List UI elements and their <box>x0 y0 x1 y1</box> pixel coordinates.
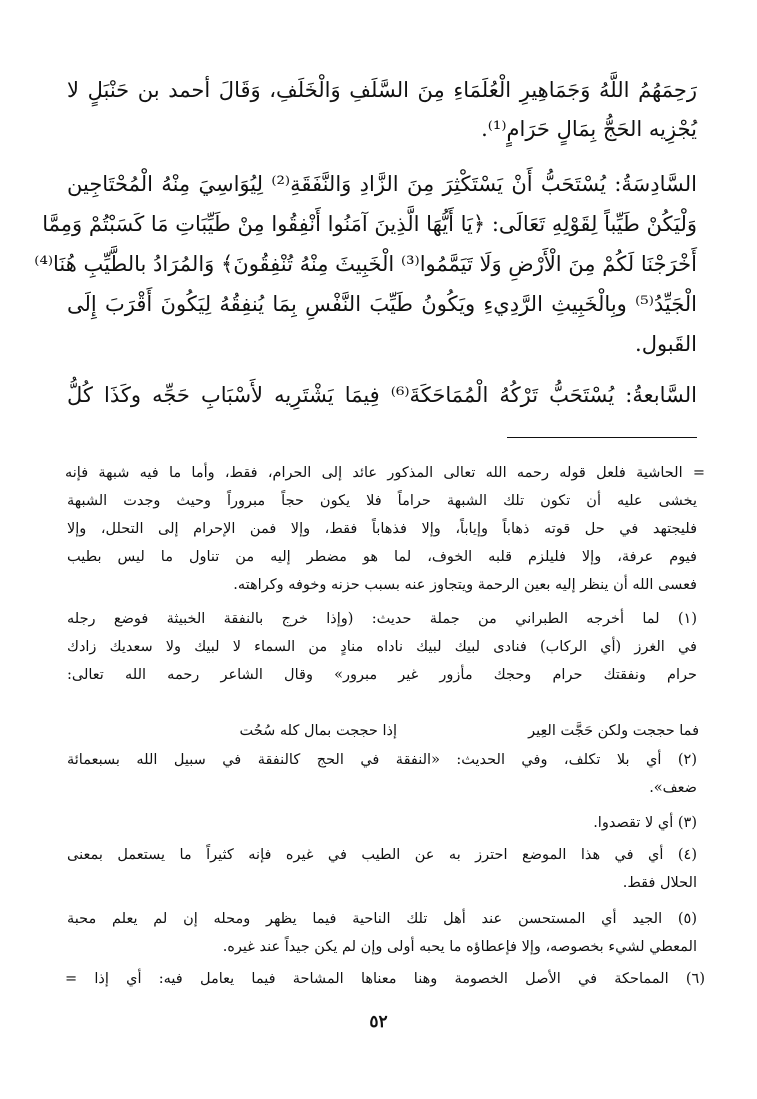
footnote-line: فعسى الله أن ينظر إليه بعين الرحمة ويتجاوز عنه بسبب حزنه وخوفه وكراهته. <box>233 577 697 593</box>
main-text-line: يُجْزِيه الحَجُّ بِمَالٍ حَرَامٍ⁽¹⁾. <box>481 117 697 141</box>
poem-verse <box>494 718 699 744</box>
main-text-line: أَخْرَجْنَا لَكُمْ مِنَ الْأَرْضِ وَلَا تَيَمَّمُوا⁽³⁾ الْخَبِيثَ مِنْهُ تُنْفِقُونَ﴾ وَالمُرَادُ بالطَّيِّبِ هُنَا⁽⁴⁾ <box>34 252 697 276</box>
footnote-line: (٣) أي لا تقصدوا. <box>593 815 697 831</box>
poem-hemistich: فما حججت ولكن حَجَّت العِير <box>528 723 699 739</box>
page-number: ٥٢ <box>369 1012 388 1032</box>
main-text-line: السَّابعةُ: يُسْتَحَبُّ تَرْكُهُ الْمُمَاحَكَةَ⁽⁶⁾ فِيمَا يَشْتَرِيه لأَسْبَابِ حَجِّه وكَذَا كُلُّ <box>67 383 697 407</box>
footnote-line: فليجتهد في حل قوته ذهاباً وإياباً، وإلا فذهاباً فقط، وإلا فمن الإحرام إلى التحلل، وإلا <box>67 521 697 537</box>
footnote-line: (٢) أي بلا تكلف، وفي الحديث: «النفقة في الحج كالنفقة في سبيل الله بسبعمائة <box>67 752 697 768</box>
poem-verse <box>206 718 397 744</box>
footnote-line: ضعف». <box>649 780 697 796</box>
footnote-line: = الحاشية فلعل قوله رحمه الله تعالى المذكور عائد إلى الحرام، فقط، وأما ما فيه شبهة فإنه <box>65 465 705 481</box>
poem-hemistich: إذا حججت بمال كله سُحُت <box>239 723 397 739</box>
footnote-line: يخشى عليه أن تكون تلك الشبهة حراماً فلا يكون حجاً مبروراً وحيث وجدت الشبهة <box>67 493 697 509</box>
footnote-line: فيوم عرفة، وإلا فليلزم قلبه الخوف، لما هو مضطر إليه من تناول ما ليس بطيب <box>67 549 697 565</box>
footnote-line: المعطي لشيء بخصوصه، وإلا فإعطاؤه ما يحبه أولى وإن لم يكن جيداً عند غيره. <box>222 939 697 955</box>
footnote-line: حرام ونفقتك حرام وحجك مأزور غير مبرور» وقال الشاعر رحمه الله تعالى: <box>67 667 697 683</box>
footnote-line: (٤) أي في هذا الموضع احترز به عن الطيب في غيره فإنه كثيراً ما يستعمل بمعنى <box>67 847 697 863</box>
main-text-line: السَّادِسَةُ: يُسْتَحَبُّ أَنْ يَسْتَكْثِرَ مِنَ الزَّادِ وَالنَّفَقَةِ⁽²⁾ لِيُوَاسِيَ مِنْهُ الْمُحْتَاجِين <box>67 172 697 196</box>
main-text-line: رَحِمَهُمُ اللَّهُ وَجَمَاهِيرِ الْعُلَمَاءِ مِنَ السَّلَفِ وَالْخَلَفِ، وَقَالَ أحمد بن حَنْبَلٍ لا <box>67 78 697 102</box>
footnote-line: (١) لما أخرجه الطبراني من جملة حديث: (وإذا خرج بالنفقة الخبيثة فوضع رجله <box>67 611 697 627</box>
footnote-line: (٥) الجيد أي المستحسن عند أهل تلك الناحية فيما يظهر ومحله إن لم يعلم محبة <box>67 911 697 927</box>
main-text-line: القَبول. <box>635 332 697 356</box>
footnote-line: الحلال فقط. <box>622 875 697 891</box>
footnote-separator <box>507 437 697 438</box>
footnote-line: في الغرز (أي الركاب) فنادى لبيك لبيك ناداه منادٍ من السماء لا لبيك ولا سعديك زادك <box>67 639 697 655</box>
footnote-line: (٦) المماحكة في الأصل الخصومة وهنا معناها المشاحة فيما يعامل فيه: أي إذا = <box>65 971 705 987</box>
main-text-line: وَلْيَكُنْ طَيِّباً لِقَوْلِهِ تَعَالَى: ﴿يَا أَيُّهَا الَّذِينَ آمَنُوا أَنْفِقُوا مِنْ طَيِّبَاتِ مَا كَسَبْتُمْ وَمِمَّا <box>42 212 697 236</box>
main-text-line: الْجَيِّدُ⁽⁵⁾ وبِالْخَبِيثِ الرَّدِيءِ ويَكُونُ طَيِّبَ النَّفْسِ بِمَا يُنفِقُهُ لِيَكُونَ أَقْرَبَ إِلَى <box>67 292 697 316</box>
